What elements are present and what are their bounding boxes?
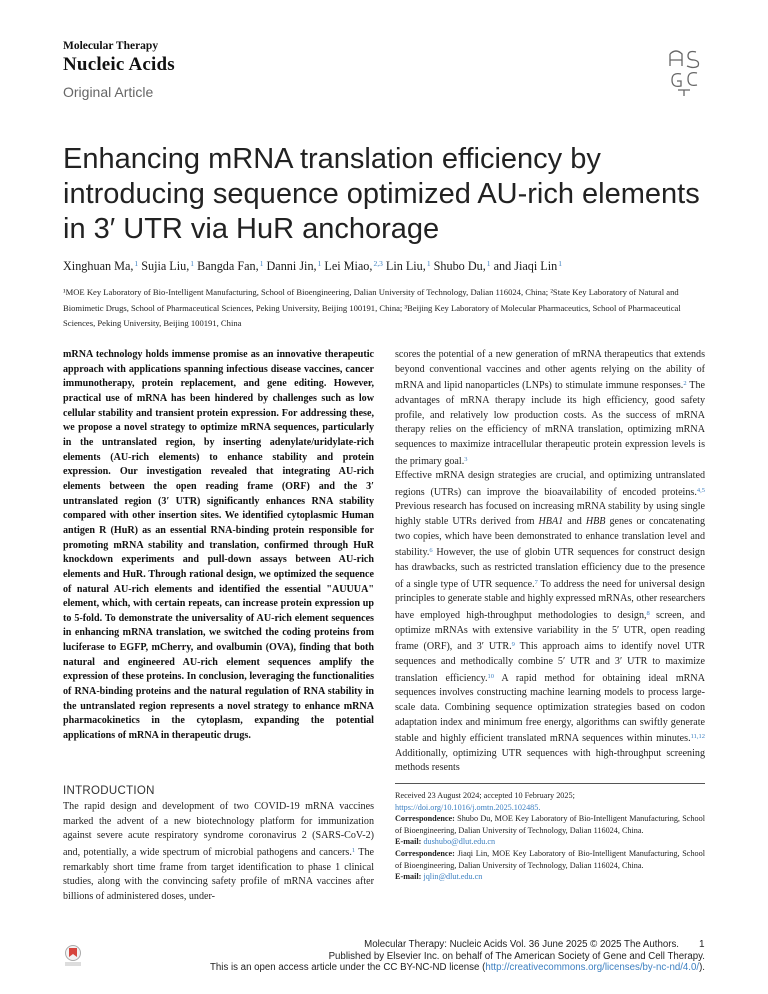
email-label: E-mail: xyxy=(395,837,422,847)
author-name: and Jiaqi Lin xyxy=(493,259,558,273)
author-name: Shubo Du, xyxy=(433,259,486,273)
article-title: Enhancing mRNA translation efficiency by introducing sequence optimized AU-rich elements in 3′ UTR via HuR anchorage xyxy=(63,143,700,245)
affiliation-ref: 1 xyxy=(134,259,139,268)
gene-name: HBB xyxy=(585,515,606,527)
correspondence-label: Correspondence: xyxy=(395,814,455,824)
asgct-logo-icon xyxy=(664,44,704,96)
affiliations: ¹MOE Key Laboratory of Bio-Intelligent Manufacturing, School of Bioengineering, Dalian University of Technology, Dalian 116024, China; ²State Key Laboratory of Natural and Biomimetic Drugs, School of Pharmaceutical Sciences, Peking University, Beijing 100191, China; ³Beijing Key Laboratory of Molecular Pharmaceutics, School of Pharmaceutical Sciences, Peking University, Beijing 100191, China xyxy=(63,287,681,328)
author-name: Sujia Liu, xyxy=(141,259,190,273)
author-name: Lei Miao, xyxy=(324,259,373,273)
article-type: Original Article xyxy=(63,84,154,100)
intro-text: The rapid design and development of two COVID-19 mRNA vaccines marked the advent of a new biotechnology platform for immunization against severe acute respiratory syndrome coronavirus 2 (SARS-CoV-2) and, potentially, a wide spectrum of microbial pathogens and cancers. xyxy=(63,801,374,858)
body-text: Effective mRNA design strategies are crucial, and optimizing untranslated regions (UTRs) can improve the bioavailability of encoded proteins. xyxy=(395,470,705,498)
license-link[interactable]: http://creativecommons.org/licenses/by-nc-nd/4.0/ xyxy=(485,962,700,973)
author-name: Xinghuan Ma, xyxy=(63,259,134,273)
affiliation-ref: 1 xyxy=(317,259,322,268)
author-name: Danni Jin, xyxy=(266,259,317,273)
footer-publisher: Published by Elsevier Inc. on behalf of The American Society of Gene and Cell Therapy. xyxy=(328,950,705,962)
doi-link[interactable]: https://doi.org/10.1016/j.omtn.2025.102485. xyxy=(395,802,541,812)
divider xyxy=(395,783,705,784)
body-text: The advantages of mRNA therapy include its high efficiency, good safety profile, and relatively low production costs. As the success of mRNA therapy relies on the efficiency of mRNA translation, optimizing mRNA sequences to maximize intracellular therapeutic protein expression levels is the primary goal. xyxy=(395,380,705,467)
body-text: screen, and optimize mRNAs with extensive variability in the 5′ UTR, open reading frame (ORF), and 3′ UTR. xyxy=(395,609,705,653)
author[interactable] xyxy=(266,259,321,273)
author[interactable] xyxy=(197,259,263,273)
citation-link[interactable]: 8 xyxy=(646,609,650,617)
received-dates: Received 23 August 2024; accepted 10 February 2025; xyxy=(395,791,575,800)
citation-link[interactable]: 6 xyxy=(429,547,433,555)
citation-link[interactable]: 11,12 xyxy=(690,733,705,741)
affiliation-ref: 1 xyxy=(259,259,264,268)
author[interactable] xyxy=(63,259,138,273)
affiliation-ref: 1 xyxy=(426,259,431,268)
intro-paragraph xyxy=(63,800,374,905)
author[interactable] xyxy=(324,259,382,273)
body-text: and xyxy=(563,515,586,527)
author[interactable] xyxy=(141,259,194,273)
author-list xyxy=(63,256,723,274)
footer-license-text: ). xyxy=(699,962,705,973)
body-text: However, the use of globin UTR sequences for construct design has drawbacks, such as restricted translation efficiency due to the presence of a single type of UTR sequence. xyxy=(395,547,705,590)
body-text: Additionally, optimizing UTR sequences with high-throughput screening methods resents xyxy=(395,747,705,774)
journal-name-top: Molecular Therapy xyxy=(63,40,159,52)
body-paragraph-2 xyxy=(395,469,705,776)
affiliation-ref: 1 xyxy=(558,259,562,268)
citation-link[interactable]: 10 xyxy=(487,672,495,680)
citation-link[interactable]: 4,5 xyxy=(696,486,705,494)
author[interactable] xyxy=(386,259,431,273)
body-text: scores the potential of a new generation of mRNA therapeutics that extends beyond conventional vaccines and other agents relying on the ability of mRNA and lipid nanoparticles (LNPs) to stimulate immune responses. xyxy=(395,349,705,392)
gene-name: HBA1 xyxy=(538,515,564,527)
footer-license-text: This is an open access article under the CC BY-NC-ND license ( xyxy=(210,962,486,973)
email-link[interactable]: jqlin@dlut.edu.cn xyxy=(421,872,483,882)
affiliation-ref: 1 xyxy=(486,259,491,268)
citation-link[interactable]: 7 xyxy=(534,578,538,586)
article-metadata xyxy=(395,790,705,883)
body-paragraph-1 xyxy=(395,348,705,469)
citation-link[interactable]: 9 xyxy=(511,641,515,649)
citation-link[interactable]: 2 xyxy=(683,380,687,388)
correspondence-text: Shubo Du, MOE Key Laboratory of Bio-Intelligent Manufacturing, School of Bioengineering, Dalian University of Technology, Dalian 116024, China. xyxy=(395,814,705,835)
citation-link[interactable]: 1 xyxy=(351,846,356,854)
body-text: A rapid method for obtaining ideal mRNA sequences involves constructing machine learning models to process large-scale data. Combining sequence optimization strategies based on codon adaptation index and minimum free energy, algorithms can swiftly generate stable and highly efficient translated mRNA sequences within minutes. xyxy=(395,672,705,745)
abstract: mRNA technology holds immense promise as an innovative therapeutic approach with applications spanning infectious disease vaccines, cancer immunotherapy, protein replacement, and gene editing. However, practical use of mRNA has been hindered by challenges such as low cellular stability and transient protein expression. For addressing these, we propose a novel strategy to optimize mRNA sequences, particularly in the untranslated region, by inserting adenylate/uridylate-rich elements (AU-rich elements) to enhance stability and protein expression. Our investigation revealed that integrating AU-rich elements between the open reading frame (ORF) and the 3′ untranslated region (3′ UTR) significantly enhances RNA stability compared with other insertion sites. We identified cytoplasmic Human antigen R (HuR) as an essential RNA-binding protein responsible for promoting mRNA stability and translation, confirmed through HuR knockdown experiments and pull-down assays between AU-rich elements and HuR. Through rational design, we optimized the sequence of natural AU-rich elements and identified the essential "AUUUA" element, which, with certain repeats, can increase protein expression up to 5-fold. To demonstrate the universality of AU-rich element sequences in enhancing mRNA translation, we switched the coding proteins from luciferase to EGFP, mCherry, and ovalbumin (OVA), finding that both natural and engineered AU-rich element sequences amplify the expression of these proteins. In conclusion, leveraging the functionalities of RNA-binding proteins and the natural regulation of RNA stability in the untranslated region represents a novel strategy to enhance mRNA pharmacokinetics in the cytoplasm, expanding the potential applications of mRNA in therapeutic drugs. xyxy=(63,349,374,742)
page-number: 1 xyxy=(699,939,705,950)
author[interactable] xyxy=(494,259,562,273)
footer-journal-info: Molecular Therapy: Nucleic Acids Vol. 36 June 2025 © 2025 The Authors. xyxy=(364,939,679,950)
body-text: This approach aims to identify novel UTR sequences and methodically combine 5′ UTR and 3′ UTR to maximize translation efficiency. xyxy=(395,641,705,684)
body-text: genes or concatenating two copies, which have been demonstrated to enhance translation level and stability. xyxy=(395,515,705,559)
author[interactable] xyxy=(434,259,491,273)
journal-name-main: Nucleic Acids xyxy=(63,54,175,75)
intro-heading: INTRODUCTION xyxy=(63,785,155,797)
body-text: Previous research has focused on increasing mRNA stability by using single highly stable UTRs derived from xyxy=(395,501,705,527)
affiliation-ref: 1 xyxy=(190,259,195,268)
intro-text: The remarkably short time frame from target identification to phase 1 clinical studies, along with the convincing safety profile of mRNA vaccines after billions of administered doses, under- xyxy=(63,846,374,902)
email-label: E-mail: xyxy=(395,872,422,882)
author-name: Bangda Fan, xyxy=(197,259,259,273)
citation-link[interactable]: 3 xyxy=(464,455,468,463)
affiliation-ref: 2,3 xyxy=(373,259,383,268)
page-footer xyxy=(65,939,705,974)
correspondence-label: Correspondence: xyxy=(395,848,455,858)
email-link[interactable]: dushubo@dlut.edu.cn xyxy=(421,837,496,847)
correspondence-text: Jiaqi Lin, MOE Key Laboratory of Bio-Intelligent Manufacturing, School of Bioengineering, Dalian University of Technology, Dalian 116024, China. xyxy=(395,848,705,870)
body-text: To address the need for universal design principles to generate stable and highly expressed mRNAs, other researchers have employed high-throughput methodologies to design, xyxy=(395,578,705,621)
author-name: Lin Liu, xyxy=(385,259,426,273)
